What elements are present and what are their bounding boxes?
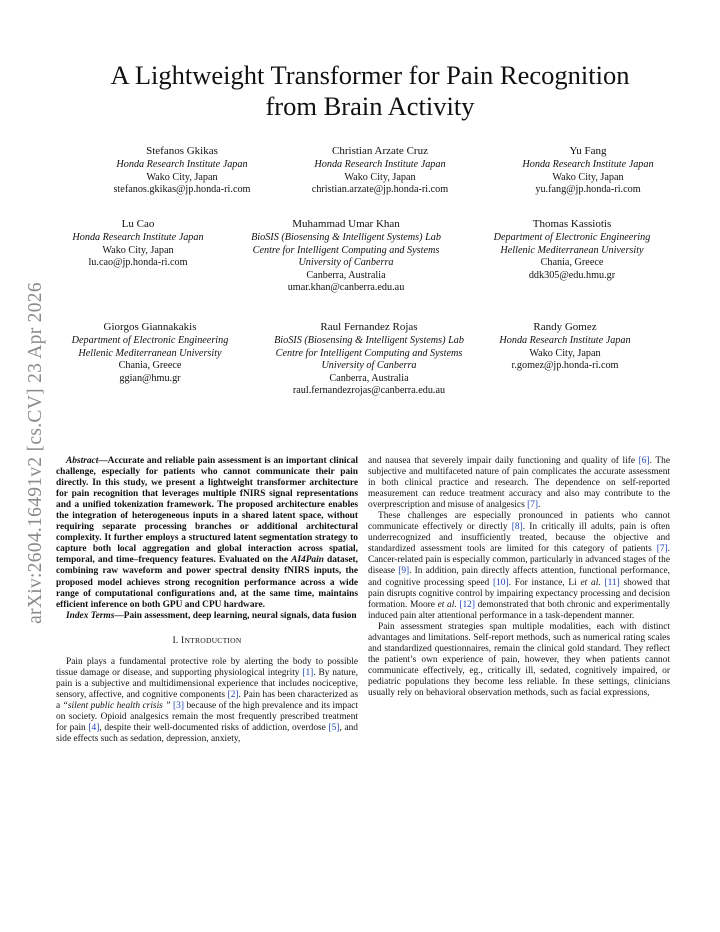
abstract-text-1: —Accurate and reliable pain assessment is an important clinical challenge, especially for patients who cannot communicate their pain directly. In this study, we present a lightweight transformer architecture for pain recognition that leverages multiple fNIRS signal representations and a unified tokenization framework. The proposed architecture enables the integration of heterogeneous inputs in a shared latent space, without requiring separate processing branches or additional architectural complexity. It further employs a structured latent segmentation strategy to capture both local aggregation and global interaction across spatial, temporal, and time–frequency features. Evaluated on the [56, 456, 358, 566]
author-email: raul.fernandezrojas@canberra.edu.au [292, 385, 446, 397]
citation-link[interactable]: [7] [527, 500, 539, 511]
author-location: Chania, Greece [540, 257, 604, 269]
author-name: Christian Arzate Cruz [332, 145, 428, 157]
citation-link[interactable]: [7] [656, 544, 668, 555]
author-location: Wako City, Japan [529, 347, 601, 359]
body-text: . In addition, pain directly affects attention, functional performance, and cognitive processing speed [368, 566, 670, 588]
body-text: . For instance, Li [508, 577, 581, 588]
author-location: Wako City, Japan [344, 171, 416, 183]
abstract-dataset: AI4Pain [291, 555, 324, 566]
author-block [465, 321, 665, 373]
abstract-label: Abstract [66, 456, 99, 466]
body-text: Pain assessment strategies span multiple modalities, each with distinct advantages and limitations. Self-report methods, such as numerical rating scales and standardized questionnaires, remain the clinical gold standard. They reflect the patient’s own experience of pain, however, they when patients cannot communicate effectively, eg., critically ill, sedated, cognitively impaired, or pediatric populations they become less reliable. In these settings, clinicians usually rely on behavioral observation methods, such as facial expressions, [368, 621, 670, 698]
left-column [56, 456, 358, 745]
intro-paragraph-2 [368, 456, 670, 511]
author-block [488, 145, 688, 197]
body-text: , despite their well-documented risks of addiction, overdose [99, 723, 329, 734]
citation-link[interactable]: [5] [328, 723, 340, 734]
body-text: and nausea that severely impair daily functioning and quality of life [368, 456, 639, 466]
body-text: . Pain has been characterized as a [56, 689, 358, 711]
intro-paragraph-1 [56, 657, 358, 745]
index-terms-text: —Pain assessment, deep learning, neural signals, data fusion [114, 610, 357, 621]
intro-paragraph-3 [368, 511, 670, 621]
author-affiliation: BioSIS (Biosensing & Intelligent Systems) Lab [274, 335, 464, 347]
author-location: Chania, Greece [118, 360, 182, 372]
italic-text: “silent public health crisis ” [62, 700, 171, 711]
author-name: Giorgos Giannakakis [103, 321, 197, 333]
body-text: . The subjective and multifaceted nature of pain complicates the accurate assessment in both clinical practice and research. The dependence on self-reported measurement can reduce treatment accuracy and also may contribute to the overprescription and misuse of analgesics [368, 456, 670, 511]
author-location: Wako City, Japan [102, 244, 174, 256]
section-title-rest: NTRODUCTION [184, 635, 242, 645]
author-affiliation: Department of Electronic Engineering [493, 232, 651, 244]
author-email: ggian@hmu.gr [119, 372, 181, 384]
author-name: Yu Fang [569, 145, 607, 157]
title-line-2: from Brain Activity [265, 91, 475, 121]
author-name: Thomas Kassiotis [532, 218, 612, 230]
author-affiliation: Hellenic Mediterranean University [78, 347, 222, 359]
abstract [56, 456, 358, 611]
citation-link[interactable]: [6] [638, 456, 650, 466]
italic-text: et al. [580, 577, 601, 588]
author-block [226, 218, 466, 294]
author-name: Randy Gomez [533, 321, 597, 333]
author-email: stefanos.gkikas@jp.honda-ri.com [113, 184, 251, 196]
author-block [262, 145, 498, 197]
author-affiliation: Hellenic Mediterranean University [500, 244, 644, 256]
author-affiliation: Centre for Intelligent Computing and Systems [252, 244, 440, 256]
citation-link[interactable]: [1] [302, 667, 314, 678]
body-text: . In critically ill adults, pain is often underrecognized and insufficiently treated, because the objective and standardized assessment tools are limited for this category of patients [368, 522, 670, 555]
author-email: ddk305@edu.hmu.gr [528, 269, 616, 281]
body-text: . By nature, pain is a subjective and multidimensional experience that includes nociceptive, sensory, affective, and cognitive components [56, 667, 358, 700]
author-name: Raul Fernandez Rojas [320, 321, 418, 333]
author-affiliation: Department of Electronic Engineering [71, 335, 229, 347]
author-block [50, 321, 250, 385]
author-affiliation: Honda Research Institute Japan [314, 159, 446, 171]
intro-paragraph-4 [368, 622, 670, 699]
citation-link[interactable]: [9] [398, 566, 410, 577]
body-text: showed that pain disrupts cognitive control by impairing expectancy processing and decision formation. Moore [368, 577, 670, 610]
italic-text: et al. [437, 599, 457, 610]
author-block [472, 218, 672, 282]
section-number: I. I [172, 634, 185, 646]
author-email: yu.fang@jp.honda-ri.com [535, 184, 641, 196]
body-text: These challenges are especially pronounced in patients who cannot communicate effectively or directly [368, 511, 670, 533]
author-block [249, 321, 489, 397]
section-heading-text [172, 635, 241, 646]
author-affiliation: Honda Research Institute Japan [499, 335, 631, 347]
body-text: Pain plays a fundamental protective role by alerting the body to possible tissue damage or disease, and supporting physiological integrity [56, 656, 358, 678]
author-name: Muhammad Umar Khan [292, 218, 400, 230]
right-column [368, 456, 670, 699]
citation-link[interactable]: [2] [227, 689, 239, 700]
citation-link[interactable]: [11] [604, 577, 620, 588]
author-name: Stefanos Gkikas [146, 145, 218, 157]
author-affiliation: University of Canberra [298, 257, 394, 269]
author-block [82, 145, 282, 197]
author-location: Wako City, Japan [552, 171, 624, 183]
author-block [38, 218, 238, 270]
citation-link[interactable]: [10] [492, 577, 509, 588]
citation-link[interactable]: [8] [511, 522, 523, 533]
author-location: Canberra, Australia [306, 269, 386, 281]
author-name: Lu Cao [121, 218, 155, 230]
author-affiliation: Centre for Intelligent Computing and Systems [275, 347, 463, 359]
paper-title [60, 60, 680, 122]
author-email: lu.cao@jp.honda-ri.com [88, 257, 188, 269]
author-location: Wako City, Japan [146, 171, 218, 183]
author-affiliation: Honda Research Institute Japan [72, 232, 204, 244]
author-email: r.gomez@jp.honda-ri.com [511, 360, 619, 372]
author-affiliation: University of Canberra [321, 360, 417, 372]
body-text: because of the high prevalence and its impact on society. Opioid analgesics remain the most frequently prescribed treatment for pain [56, 700, 359, 734]
title-line-1: A Lightweight Transformer for Pain Recognition [110, 60, 630, 90]
body-text: . [538, 500, 541, 511]
index-terms-label: Index Terms [66, 610, 115, 621]
body-text: . Cancer-related pain is especially common, particularly in advanced stages of the disease [368, 544, 670, 577]
body-text: demonstrated that both chronic and experimentally induced pain alter attentional performance in a task-dependent manner. [368, 599, 671, 621]
section-heading-introduction [56, 635, 358, 646]
citation-link[interactable]: [3] [173, 700, 184, 711]
author-location: Canberra, Australia [329, 372, 409, 384]
body-text: , and side effects such as sedation, depression, anxiety, [56, 723, 358, 745]
author-affiliation: BioSIS (Biosensing & Intelligent Systems) Lab [251, 232, 441, 244]
index-terms [56, 611, 358, 622]
author-affiliation: Honda Research Institute Japan [116, 159, 248, 171]
arxiv-sidebar-identifier: arXiv:2604.16491v2 [cs.CV] 23 Apr 2026 [25, 282, 46, 624]
author-email: umar.khan@canberra.edu.au [287, 282, 405, 294]
citation-link[interactable]: [12] [459, 599, 475, 610]
citation-link[interactable]: [4] [88, 723, 100, 734]
abstract-text-2: dataset, combining raw waveform and power spectral density fNIRS inputs, the proposed model achieves strong recognition performance across a wide range of computational configurations and, at the same time, maintains efficient inference on both GPU and CPU hardware. [56, 555, 358, 610]
author-affiliation: Honda Research Institute Japan [522, 159, 654, 171]
author-email: christian.arzate@jp.honda-ri.com [311, 184, 449, 196]
